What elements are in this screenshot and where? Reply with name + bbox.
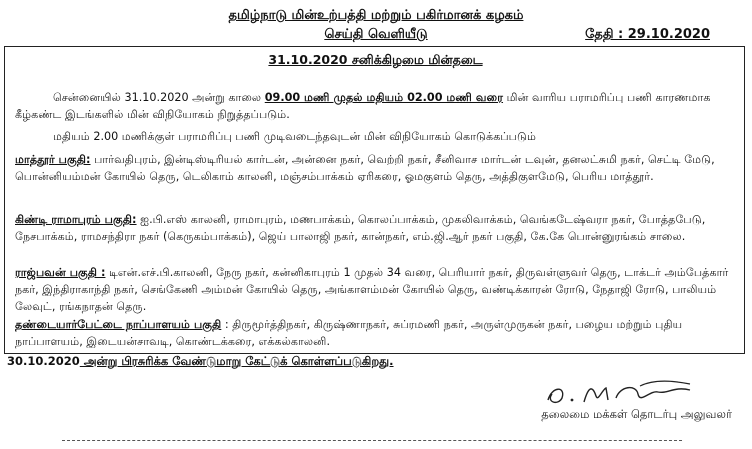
intro-paragraph [15, 89, 735, 123]
note-text: அன்று பிரசுரிக்க வேண்டுமாறு கேட்டுக் கொள்ளப்படுகிறது. [79, 354, 394, 368]
restore-paragraph: மதியம் 2.00 மணிக்குள் பராமரிப்பு பணி முடிவடைந்தவுடன் மின் விநியோகம் கொடுக்கப்படும் [53, 130, 536, 143]
press-release-label: செய்தி வெளியீடு [324, 27, 428, 42]
notice-box [4, 46, 745, 354]
area-name: கிண்டி ராமாபுரம் பகுதி: [15, 213, 137, 226]
intro-text-1: சென்னையில் 31.10.2020 அன்று காலை [53, 91, 265, 104]
area-name: மாத்தூர் பகுதி: [15, 153, 91, 166]
publication-note [7, 354, 394, 370]
notice-title: 31.10.2020 சனிக்கிழமை மின்தடை [268, 52, 483, 67]
area-places: டிஎன்.எச்.பி.காலனி, நேரு நகர், கன்னிகாபுரம் 1 முதல் 34 வரை, பெரியார் நகர், திருவள்ளுவர் தெரு, டாக்டர் அம்பேத்கார் நகர், இந்திராகாந்தி நகர், செங்கேணி அம்மன் கோயில் தெரு, அங்காளம்மன் கோயில் தெரு, வண்டிக்காரன் ரோடு, நேதாஜி ரோடு, பாலியம் லேவுட், ரங்கநாதன் தெரு. [15, 266, 729, 313]
area-name: தண்டையார்பேட்டை நாப்பாளயம் பகுதி [15, 318, 222, 331]
intro-text-2: மின் வாரிய பராமரிப்பு பணி காரணமாக கீழ்கண்ட இடங்களில் மின் விநியோகம் நிறுத்தப்படும். [15, 91, 711, 121]
issue-date: தேதி : 29.10.2020 [585, 27, 710, 42]
handwritten-signature [540, 378, 710, 408]
area-places: : திருமூர்த்திநகர், கிருஷ்ணாநகர், சுப்ரமணி நகர், அருள்முருகன் நகர், பழைய மற்றும் புதிய நாப்பாளயம், இடையன்சாவடி, கொண்டக்கரை, எக்கல்காலனி. [15, 318, 683, 348]
organization-name: தமிழ்நாடு மின்உற்பத்தி மற்றும் பகிர்மானக் கழகம் [228, 8, 524, 23]
area-places: பார்வதிபுரம், இன்டிஸ்டிரியல் கார்டன், அன்னை நகர், வெற்றி நகர், சீனிவாச மார்டன் டவுன், தனலட்சுமி நகர், செட்டி மேடு, பொன்னியம்மன் கோயில் தெரு, டெலிகாம் காலனி, மஞ்சம்பாக்கம் ஏரிகரை, ஓமகுளம் தெரு, அத்திகுளமேடு, பெரிய மாத்தூர். [15, 153, 715, 183]
area-paragraph-rajbhavan [15, 264, 735, 315]
outage-time: 09.00 மணி முதல் மதியம் 02.00 மணி வரை [264, 91, 504, 104]
area-name: ராஜ்பவன் பகுதி : [15, 266, 106, 279]
footer-divider [62, 440, 682, 441]
signatory-title: தலைமை மக்கள் தொடர்பு அலுவலர் [541, 407, 732, 421]
note-date: 30.10.2020 [7, 354, 80, 368]
area-paragraph-tondiarpet [15, 316, 735, 350]
area-paragraph-guindy [15, 211, 735, 245]
area-places: ஐ.பி.எஸ் காலனி, ராமாபுரம், மணபாக்கம், கொலப்பாக்கம், முகலிவாக்கம், வெங்கடேஷ்வரா நகர், போத்தபேடு, நேசபாக்கம், ராமசந்திரா நகர் (கெருகம்பாக்கம்), ஜெய் பாலாஜி நகர், கான்நகர், எம்.ஜி.ஆர் நகர் பகுதி, கே.கே பொன்னுரங்கம் சாலை. [15, 213, 706, 243]
area-paragraph-mathur [15, 151, 735, 185]
